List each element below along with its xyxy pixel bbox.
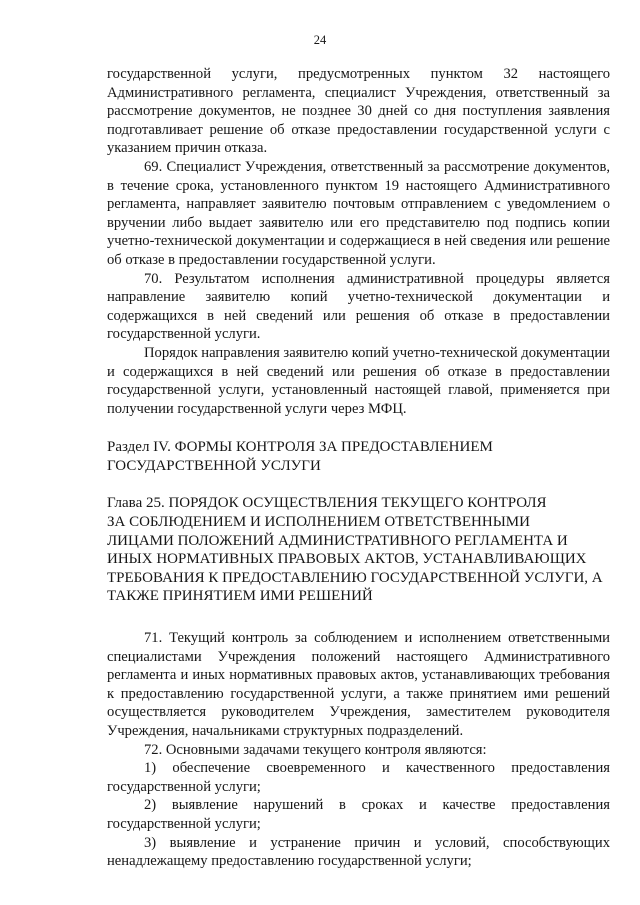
chapter-heading-line-3: ЛИЦАМИ ПОЛОЖЕНИЙ АДМИНИСТРАТИВНОГО РЕГЛАМЕНТА И — [107, 532, 568, 549]
paragraph-70-order: Порядок направления заявителю копий учетно-технической документации и содержащихся в ней сведений или решения об отказе в предоставлении государственной услуги, установленный настоящей главой, применяется при получении государственной услуги через МФЦ. — [107, 344, 610, 417]
chapter-heading-line-1: Глава 25. ПОРЯДОК ОСУЩЕСТВЛЕНИЯ ТЕКУЩЕГО КОНТРОЛЯ — [107, 495, 547, 512]
chapter-heading-line-4: ИНЫХ НОРМАТИВНЫХ ПРАВОВЫХ АКТОВ, УСТАНАВЛИВАЮЩИХ — [107, 551, 587, 568]
chapter-heading-line-5: ТРЕБОВАНИЯ К ПРЕДОСТАВЛЕНИЮ ГОСУДАРСТВЕННОЙ УСЛУГИ, А — [107, 569, 603, 586]
paragraph-72-item-1: 1) обеспечение своевременного и качественного предоставления государственной услуги; — [107, 760, 610, 795]
chapter-heading — [107, 494, 610, 606]
chapter-heading-line-6: ТАКЖЕ ПРИНЯТИЕМ ИМИ РЕШЕНИЙ — [107, 588, 373, 605]
paragraph-70: 70. Результатом исполнения административной процедуры является направление заявителю копий учетно-технической документации и содержащихся в ней сведений или решения об отказе в предоставлении государственной услуги. — [107, 270, 610, 343]
chapter-heading-line-2: ЗА СОБЛЮДЕНИЕМ И ИСПОЛНЕНИЕМ ОТВЕТСТВЕННЫМИ — [107, 514, 530, 531]
paragraph-continuation: государственной услуги, предусмотренных пунктом 32 настоящего Административного регламента, специалист Учреждения, ответственный за рассмотрение документов, не позднее 30 дней со дня поступления заявления подготавливает решение об отказе предоставлении государственной услуги с указанием причин отказа. — [107, 66, 610, 157]
page-number: 24 — [313, 33, 327, 47]
document-body — [107, 65, 610, 871]
section-heading-line-1: Раздел IV. ФОРМЫ КОНТРОЛЯ ЗА ПРЕДОСТАВЛЕНИЕМ — [107, 439, 493, 456]
paragraph-72: 72. Основными задачами текущего контроля являются: — [144, 741, 487, 758]
section-heading — [107, 438, 610, 475]
paragraph-72-item-2: 2) выявление нарушений в сроках и качестве предоставления государственной услуги; — [107, 797, 610, 832]
paragraph-69: 69. Специалист Учреждения, ответственный за рассмотрение документов, в течение срока, установленного пунктом 19 настоящего Административного регламента, направляет заявителю почтовым отправлением с уведомлением о вручении либо выдает заявителю или его представителю под подпись копии учетно-технической документации и содержащиеся в ней сведения или решение об отказе в предоставлении государственной услуги. — [107, 158, 610, 268]
paragraph-72-item-3: 3) выявление и устранение причин и условий, способствующих ненадлежащему предоставлению государственной услуги; — [107, 834, 610, 870]
section-heading-line-2: ГОСУДАРСТВЕННОЙ УСЛУГИ — [107, 457, 321, 474]
paragraph-71: 71. Текущий контроль за соблюдением и исполнением ответственными специалистами Учреждения положений настоящего Административного регламента и иных нормативных правовых актов, устанавливающих требования к предоставлению государственной услуги, а также принятием ими решений осуществляется руководителем Учреждения, заместителем руководителя Учреждения, начальниками структурных подразделений. — [107, 630, 610, 739]
